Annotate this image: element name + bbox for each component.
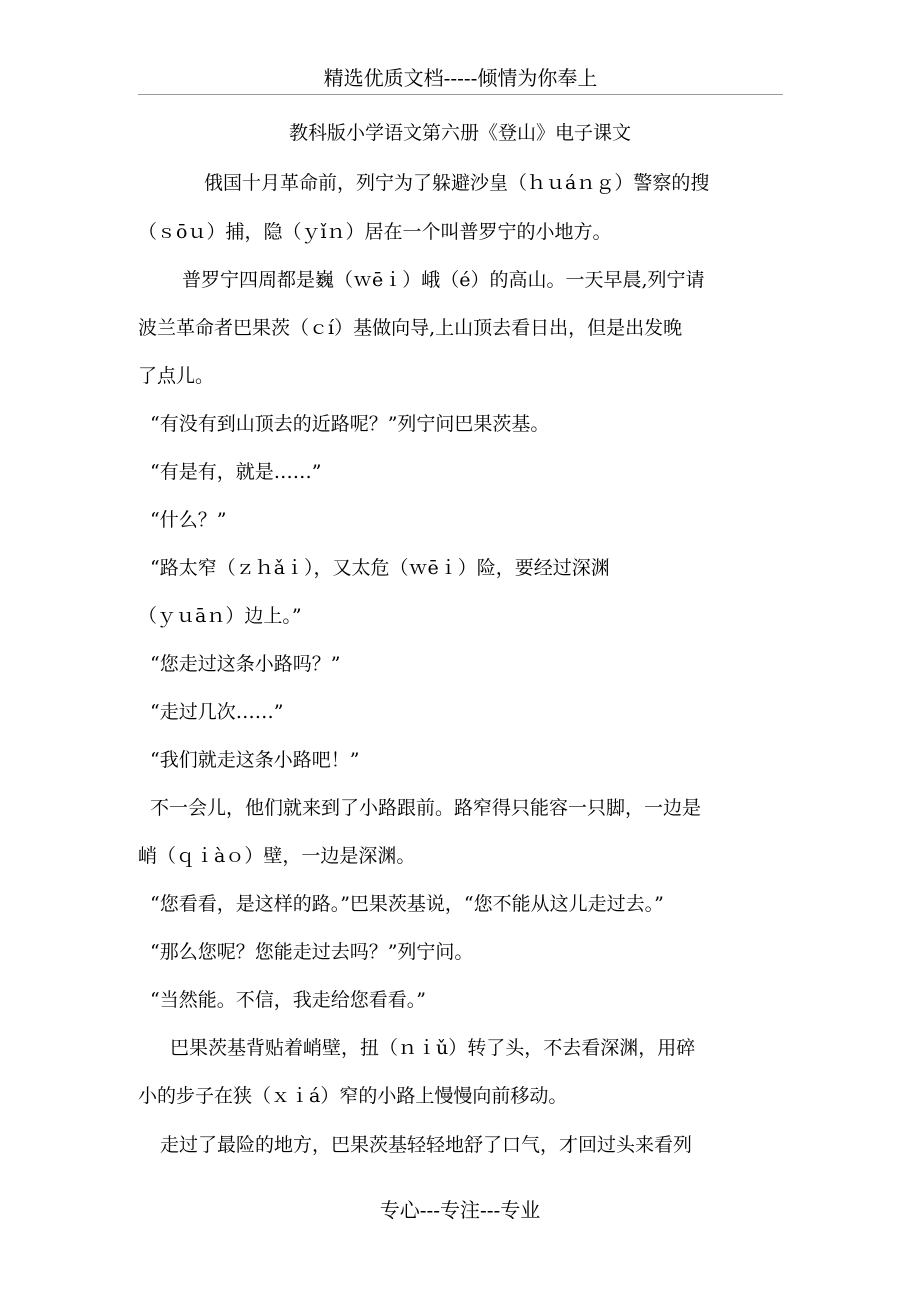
- paragraph-line: 了点儿。: [138, 365, 215, 387]
- paragraph-line: （ｙｕāｎ）边上。”: [138, 605, 302, 627]
- paragraph-line: “什么？”: [150, 509, 227, 531]
- paragraph-line: 不一会儿，他们就来到了小路跟前。路窄得只能容一只脚，一边是: [150, 797, 702, 819]
- page-header: 精选优质文档-----倾情为你奉上: [138, 62, 783, 95]
- paragraph-line: “有是有，就是……”: [150, 461, 322, 483]
- paragraph-line: 俄国十月革命前，列宁为了躲避沙皇（ｈｕáｎｇ）警察的搜: [204, 172, 710, 194]
- page-footer: 专心---专注---专业: [379, 1198, 541, 1222]
- document-title: 教科版小学语文第六册《登山》电子课文: [288, 122, 631, 144]
- paragraph-line: 普罗宁四周都是巍（ｗēｉ）峨（é）的高山。一天早晨,列宁请: [182, 269, 705, 291]
- paragraph-line: 小的步子在狭（ｘｉá）窄的小路上慢慢向前移动。: [138, 1085, 568, 1107]
- paragraph-line: 走过了最险的地方，巴果茨基轻轻地舒了口气，才回过头来看列: [160, 1134, 693, 1156]
- paragraph-line: “路太窄（ｚｈǎｉ），又太危（ｗēｉ）险，要经过深渊: [150, 557, 610, 579]
- paragraph-line: 峭（ｑｉàｏ）壁，一边是深渊。: [138, 845, 416, 867]
- paragraph-line: 波兰革命者巴果茨（ｃí）基做向导,上山顶去看日出，但是出发晚: [138, 317, 683, 339]
- paragraph-line: “走过几次……”: [150, 701, 284, 723]
- paragraph-line: “我们就走这条小路吧！”: [150, 749, 360, 771]
- paragraph-line: “当然能。不信，我走给您看看。”: [150, 989, 426, 1011]
- paragraph-line: “有没有到山顶去的近路呢？”列宁问巴果茨基。: [150, 413, 550, 435]
- paragraph-line: “您看看，是这样的路。”巴果茨基说，“您不能从这儿走过去。”: [150, 893, 664, 915]
- paragraph-line: “那么您呢？您能走过去吗？”列宁问。: [150, 941, 474, 963]
- paragraph-line: （ｓōｕ）捕，隐（ｙǐｎ）居在一个叫普罗宁的小地方。: [138, 221, 612, 243]
- paragraph-line: “您走过这条小路吗？”: [150, 653, 341, 675]
- paragraph-line: 巴果茨基背贴着峭壁，扭（ｎｉǔ）转了头，不去看深渊，用碎: [170, 1037, 696, 1059]
